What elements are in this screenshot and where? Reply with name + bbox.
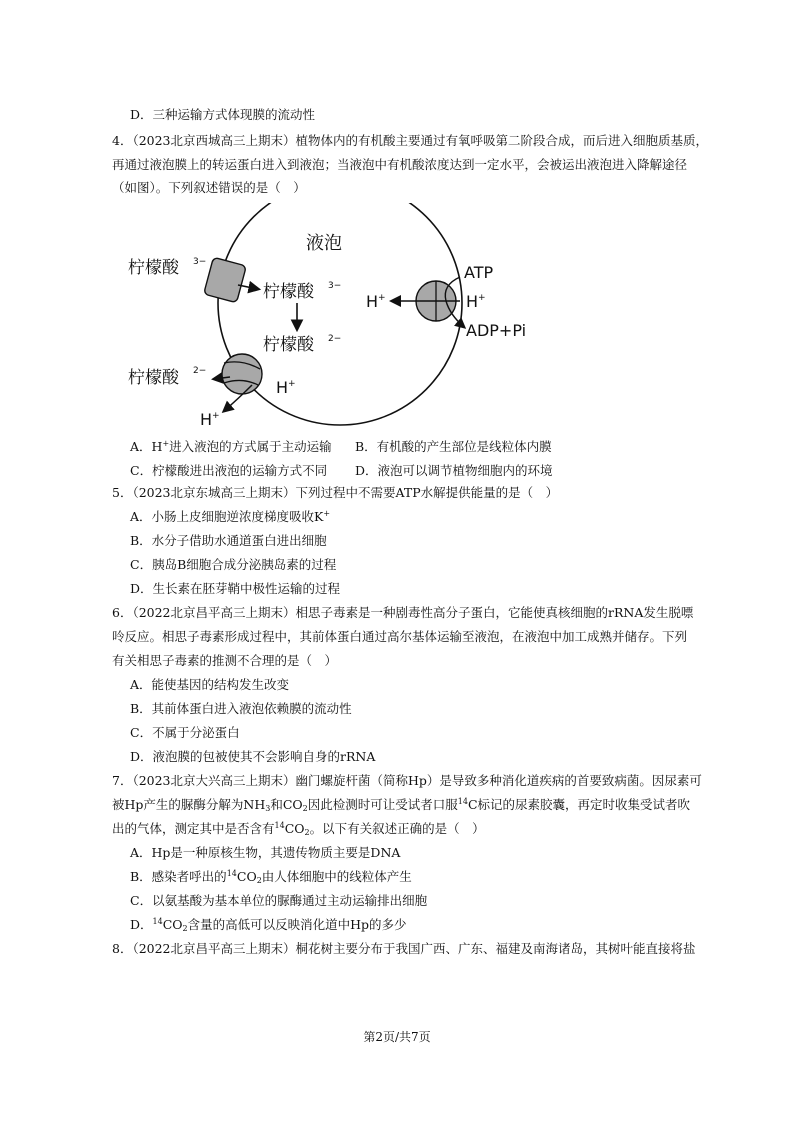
q6-option-d: D．液泡膜的包被使其不会影响自身的rRNA bbox=[130, 749, 376, 764]
page-footer: 第2页/共7页 bbox=[363, 1030, 431, 1044]
h-plus-outside-right: H+ bbox=[466, 292, 486, 311]
vacuole-diagram bbox=[120, 203, 560, 433]
q4-stem-line2: 再通过液泡膜上的转运蛋白进入到液泡；当液泡中有机酸浓度达到一定水平，会被运出液泡进入降解途径 bbox=[112, 157, 688, 172]
charge-2-outside: 2− bbox=[193, 366, 207, 376]
adp-pi-label: ADP+Pi bbox=[466, 321, 527, 340]
q4-option-b: B．有机酸的产生部位是线粒体内膜 bbox=[355, 439, 552, 454]
atp-label: ATP bbox=[464, 263, 494, 282]
h-plus-inside-right: H+ bbox=[366, 292, 386, 311]
q7-option-a: A．Hp是一种原核生物，其遗传物质主要是DNA bbox=[130, 845, 401, 860]
q5-option-c: C．胰岛B细胞合成分泌胰岛素的过程 bbox=[130, 557, 337, 572]
q7-stem-line3: 出的气体，测定其中是否含有$^{14}CO_2$。以下有关叙述正确的是（ ） bbox=[112, 821, 485, 837]
q4-option-d: D．液泡可以调节植物细胞内的环境 bbox=[355, 463, 553, 478]
q5-stem: 5．（2023北京东城高三上期末）下列过程中不需要ATP水解提供能量的是（ ） bbox=[112, 485, 559, 500]
citric-acid-outside-2-label: 柠檬酸 bbox=[128, 368, 179, 388]
vacuole-label: 液泡 bbox=[306, 233, 342, 254]
q5-option-a: A．小肠上皮细胞逆浓度梯度吸收K+ bbox=[130, 509, 331, 524]
q7-stem-line2: 被Hp产生的脲酶分解为$NH_3$和$CO_2$因此检测时可让受试者口服$^{14}$C标记的尿素胶囊，再定时收集受试者吹 bbox=[112, 797, 691, 813]
charge-3-inside: 3− bbox=[328, 281, 342, 291]
citrate-transporter bbox=[204, 257, 247, 303]
antiporter-channel bbox=[222, 354, 262, 394]
q7-stem-line1: 7．（2023北京大兴高三上期末）幽门螺旋杆菌（简称Hp）是导致多种消化道疾病的首要致病菌。因尿素可 bbox=[112, 773, 702, 788]
charge-2-inside: 2− bbox=[328, 334, 342, 344]
q6-option-c: C．不属于分泌蛋白 bbox=[130, 725, 240, 740]
q6-option-a: A．能使基因的结构发生改变 bbox=[130, 677, 290, 692]
q5-option-d: D．生长素在胚芽鞘中极性运输的过程 bbox=[130, 581, 341, 596]
q5-option-b: B．水分子借助水通道蛋白进出细胞 bbox=[130, 533, 327, 548]
q6-stem-line3: 有关相思子毒素的推测不合理的是（ ） bbox=[112, 653, 338, 668]
q4-stem-line1: 4．（2023北京西城高三上期末）植物体内的有机酸主要通过有氧呼吸第二阶段合成，而后进入细胞质基质， bbox=[112, 133, 709, 148]
q4-option-c: C．柠檬酸进出液泡的运输方式不同 bbox=[130, 463, 328, 478]
q4-option-a: A．H+进入液泡的方式属于主动运输 bbox=[130, 439, 332, 454]
q3-option-d: D．三种运输方式体现膜的流动性 bbox=[130, 107, 316, 122]
q6-stem-line1: 6．（2022北京昌平高三上期末）相思子毒素是一种剧毒性高分子蛋白，它能使真核细胞的rRNA发生脱嘌 bbox=[112, 605, 694, 620]
citric-acid-inside-label: 柠檬酸 bbox=[263, 282, 314, 302]
q6-option-b: B．其前体蛋白进入液泡依赖膜的流动性 bbox=[130, 701, 352, 716]
q4-stem-line3: （如图）。下列叙述错误的是（ ） bbox=[112, 180, 306, 195]
citric-acid-2-label: 柠檬酸 bbox=[263, 335, 314, 355]
q7-option-b: B．感染者呼出的$^{14}CO_2$由人体细胞中的线粒体产生 bbox=[130, 869, 412, 885]
q7-option-d: D．$^{14}CO_2$含量的高低可以反映消化道中Hp的多少 bbox=[130, 917, 407, 933]
citric-acid-outside-label: 柠檬酸 bbox=[128, 258, 179, 278]
h-plus-inside-lower: H+ bbox=[276, 378, 296, 397]
q7-option-c: C．以氨基酸为基本单位的脲酶通过主动运输排出细胞 bbox=[130, 893, 428, 908]
q8-stem-line1: 8．（2022北京昌平高三上期末）桐花树主要分布于我国广西、广东、福建及南海诸岛，其树叶能直接将盐 bbox=[112, 941, 696, 956]
h-plus-outside-lower: H+ bbox=[200, 410, 220, 429]
charge-3-outside: 3− bbox=[193, 257, 207, 267]
q6-stem-line2: 呤反应。相思子毒素形成过程中，其前体蛋白通过高尔基体运输至液泡，在液泡中加工成熟并储存。下列 bbox=[112, 629, 688, 644]
